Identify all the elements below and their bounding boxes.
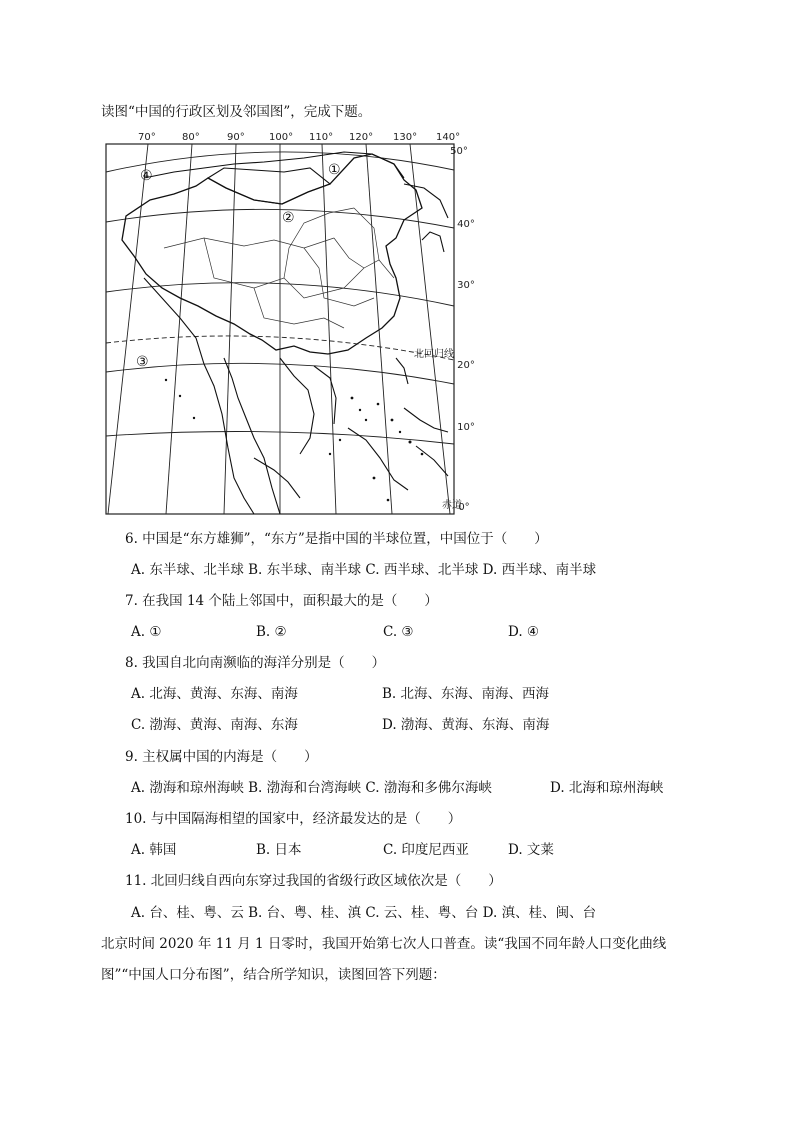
lat-label: 30° [457, 280, 475, 291]
mongolia-border [208, 168, 330, 204]
marker-3: ③ [136, 354, 149, 370]
marker-1: ① [328, 162, 341, 178]
question-8-option-b: B. 北海、东海、南海、西海 [382, 686, 550, 702]
lon-label: 70° [138, 132, 156, 143]
outro-line-1: 北京时间 2020 年 11 月 1 日零时，我国开始第七次人口普查。读“我国不同年龄人口变化曲线 [101, 936, 667, 952]
question-10-option-d: D. 文莱 [508, 842, 554, 858]
lon-label: 140° [436, 132, 461, 143]
question-9-stem: 9. 主权属中国的内海是（ ） [125, 749, 318, 765]
map-small-label: 赤道 [442, 500, 462, 511]
question-7-option-a: A. ① [131, 624, 162, 640]
question-11-options: A. 台、桂、粤、云 B. 台、粤、桂、滇 C. 云、桂、粤、台 D. 滇、桂、闽、台 [131, 905, 597, 921]
lat-label: 20° [457, 360, 475, 371]
question-6-options: A. 东半球、北半球 B. 东半球、南半球 C. 西半球、北半球 D. 西半球、南半球 [131, 562, 597, 578]
question-11-stem: 11. 北回归线自西向东穿过我国的省级行政区域依次是（ ） [125, 873, 502, 889]
lon-label: 100° [269, 132, 294, 143]
marker-4: ④ [140, 168, 153, 184]
question-8-stem: 8. 我国自北向南濒临的海洋分别是（ ） [125, 655, 386, 671]
china-admin-neighbors-map [104, 128, 475, 520]
lat-label: 0° [458, 502, 470, 513]
question-7-option-b: B. ② [256, 624, 287, 640]
question-6-stem: 6. 中国是“东方雄狮”，“东方”是指中国的半球位置，中国位于（ ） [125, 531, 548, 547]
lon-label: 90° [227, 132, 245, 143]
question-10-option-c: C. 印度尼西亚 [383, 842, 469, 858]
lon-label: 130° [393, 132, 418, 143]
china-border [122, 154, 422, 354]
lon-label: 80° [182, 132, 200, 143]
lat-label: 10° [457, 422, 475, 433]
lon-label: 110° [309, 132, 334, 143]
question-10-stem: 10. 与中国隔海相望的国家中，经济最发达的是（ ） [125, 811, 462, 827]
lon-label: 120° [349, 132, 374, 143]
question-7-option-c: C. ③ [383, 624, 414, 640]
marker-2: ② [282, 210, 295, 226]
question-9-option-d: D. 北海和琼州海峡 [550, 780, 664, 796]
intro-text: 读图“中国的行政区划及邻国图”，完成下题。 [101, 104, 372, 120]
question-8-option-d: D. 渤海、黄海、东海、南海 [382, 717, 550, 733]
lat-label: 50° [450, 146, 468, 157]
question-7-option-d: D. ④ [508, 624, 540, 640]
tropic-label: 北回归线 [414, 349, 454, 360]
lat-label: 40° [457, 219, 475, 230]
question-8-option-a: A. 北海、黄海、东海、南海 [131, 686, 298, 702]
question-8-option-c: C. 渤海、黄海、南海、东海 [131, 717, 298, 733]
question-7-stem: 7. 在我国 14 个陆上邻国中，面积最大的是（ ） [125, 593, 438, 609]
question-10-option-a: A. 韩国 [131, 842, 177, 858]
question-9-options-abc: A. 渤海和琼州海峡 B. 渤海和台湾海峡 C. 渤海和多佛尔海峡 [131, 780, 492, 796]
outro-line-2: 图”“中国人口分布图”，结合所学知识，读图回答下列题： [101, 967, 446, 983]
question-10-option-b: B. 日本 [256, 842, 302, 858]
